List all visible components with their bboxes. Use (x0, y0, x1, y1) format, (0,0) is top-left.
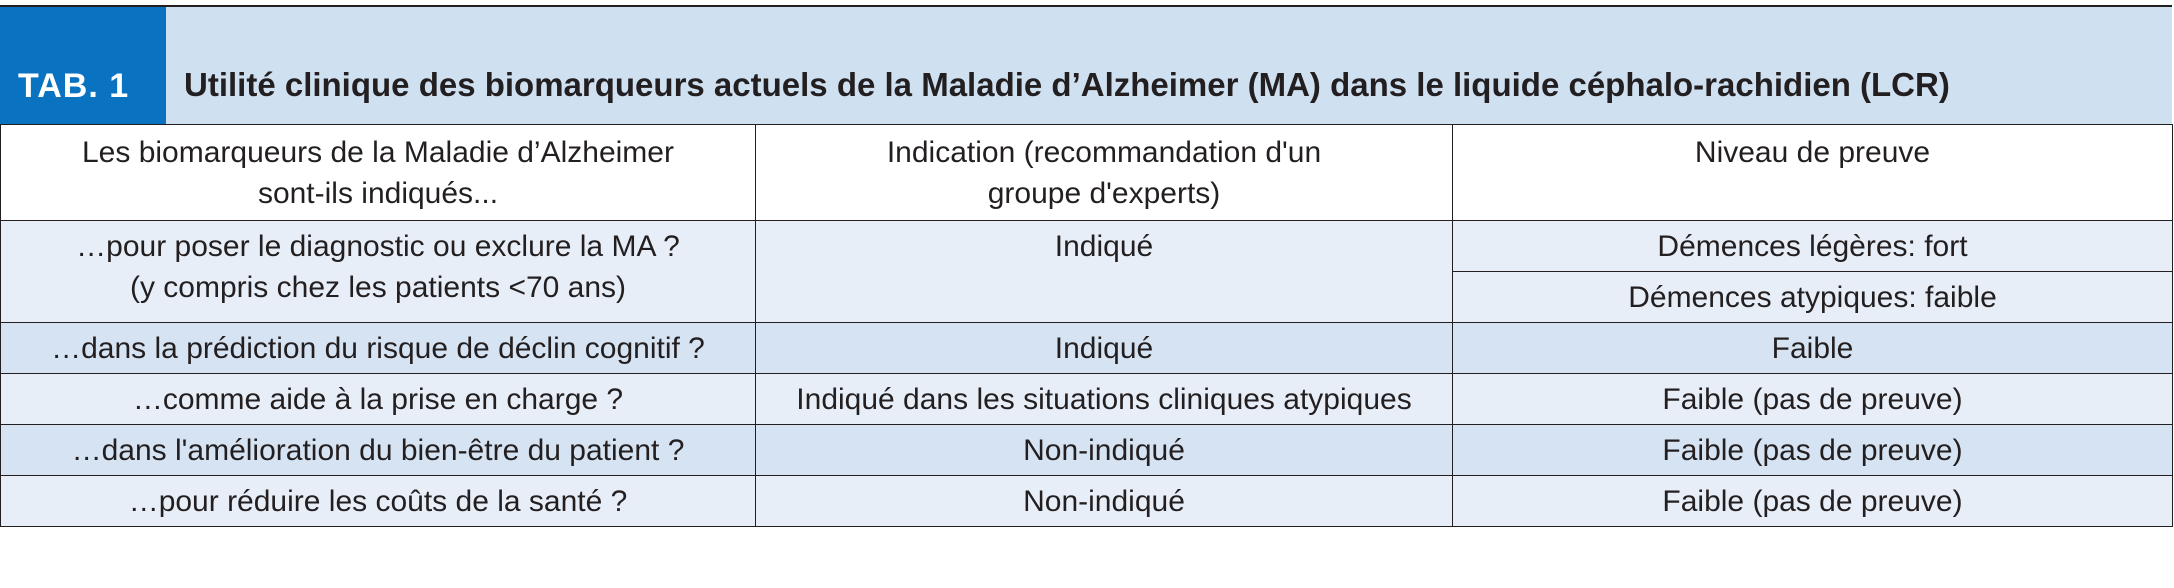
table-title: Utilité clinique des biomarqueurs actuels de la Maladie d’Alzheimer (MA) dans le liquide céphalo-rachidien (LCR) (166, 7, 2172, 124)
evidence-cell: Faible (1453, 323, 2173, 374)
table-header-bar (0, 5, 2172, 124)
question-cell: …pour réduire les coûts de la santé ? (1, 476, 756, 527)
indication-cell: Indiqué dans les situations cliniques atypiques (756, 374, 1453, 425)
indication-cell: Indiqué (756, 323, 1453, 374)
table-row (1, 476, 2173, 527)
table-row (1, 425, 2173, 476)
column-header-indication: Indication (recommandation d'un groupe d'experts) (756, 125, 1453, 221)
evidence-cell: Faible (pas de preuve) (1453, 425, 2173, 476)
biomarker-table (0, 124, 2173, 527)
question-cell: …comme aide à la prise en charge ? (1, 374, 756, 425)
question-cell: …dans l'amélioration du bien-être du patient ? (1, 425, 756, 476)
evidence-cell: Faible (pas de preuve) (1453, 374, 2173, 425)
evidence-cell: Démences légères: fort (1453, 221, 2173, 272)
table-number-label: TAB. 1 (0, 7, 166, 124)
table-row (1, 323, 2173, 374)
indication-cell: Non-indiqué (756, 425, 1453, 476)
question-cell: …pour poser le diagnostic ou exclure la MA ? (y compris chez les patients <70 ans) (1, 221, 756, 323)
column-header-evidence: Niveau de preuve (1453, 125, 2173, 221)
column-header-question: Les biomarqueurs de la Maladie d’Alzheimer sont-ils indiqués... (1, 125, 756, 221)
table-row (1, 374, 2173, 425)
table-figure (0, 5, 2172, 527)
question-cell: …dans la prédiction du risque de déclin cognitif ? (1, 323, 756, 374)
indication-cell: Non-indiqué (756, 476, 1453, 527)
evidence-cell: Démences atypiques: faible (1453, 272, 2173, 323)
table-row (1, 221, 2173, 272)
column-header-row (1, 125, 2173, 221)
indication-cell: Indiqué (756, 221, 1453, 323)
evidence-cell: Faible (pas de preuve) (1453, 476, 2173, 527)
